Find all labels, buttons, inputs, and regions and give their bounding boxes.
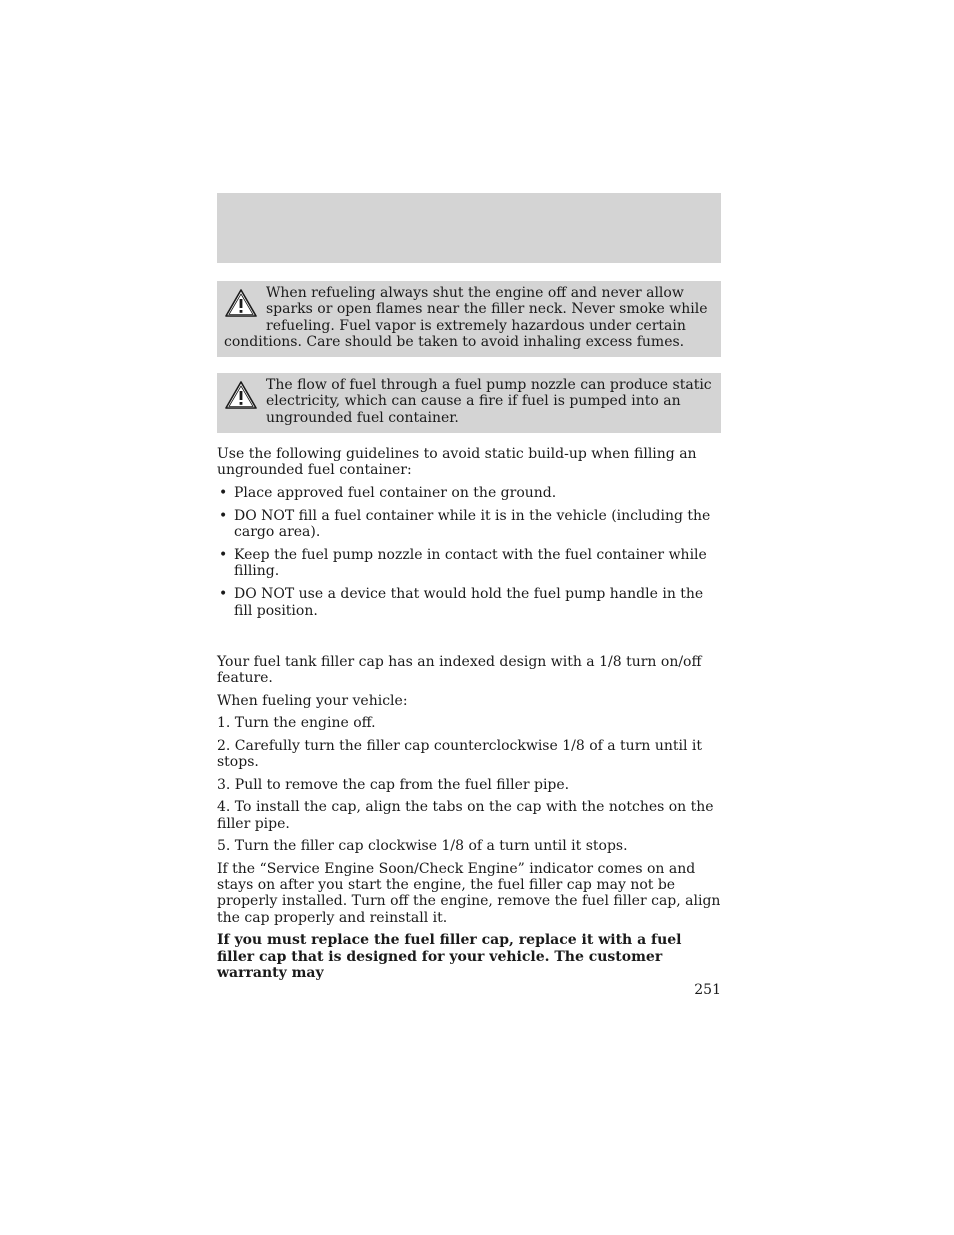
warning-triangle-icon — [224, 380, 258, 410]
replacement-cap-note: If you must replace the fuel filler cap, replace it with a fuel filler cap that is designed for your vehicle. The customer warranty may — [217, 932, 682, 981]
page-number: 251 — [694, 982, 721, 998]
bullet-glyph: • — [219, 507, 228, 524]
warning-text: When refueling always shut the engine off and never allow sparks or open flames near the filler neck. Never smoke while refueling. Fuel vapor is extremely hazardous under certain conditions. Care should be taken to avoid inhaling excess fumes. — [224, 285, 708, 350]
section-header-band — [217, 193, 721, 263]
step-item: 5. Turn the filler cap clockwise 1/8 of a turn until it stops. — [217, 838, 628, 855]
indicator-paragraph: If the “Service Engine Soon/Check Engine” indicator comes on and stays on after you start the engine, the fuel filler cap may not be properly installed. Turn off the engine, remove the fuel filler cap, align the cap properly and reinstall it. — [217, 860, 721, 926]
warning-triangle-icon — [224, 288, 258, 318]
filler-cap-intro: Your fuel tank filler cap has an indexed design with a 1/8 turn on/off feature. — [217, 653, 702, 687]
bullet-glyph: • — [219, 484, 228, 501]
step-item: 2. Carefully turn the filler cap counterclockwise 1/8 of a turn until it stops. — [217, 737, 703, 771]
list-item: • DO NOT fill a fuel container while it is in the vehicle (including the cargo area). — [219, 507, 711, 540]
step-item: 1. Turn the engine off. — [217, 715, 376, 732]
bullet-glyph: • — [219, 586, 228, 603]
bullet-glyph: • — [219, 546, 228, 563]
when-fueling-label: When fueling your vehicle: — [217, 692, 408, 709]
step-item: 4. To install the cap, align the tabs on the cap with the notches on the filler pipe. — [217, 799, 714, 832]
static-guidelines-intro: Use the following guidelines to avoid static build-up when filling an ungrounded fuel container: — [217, 446, 697, 479]
warning-text: The flow of fuel through a fuel pump nozzle can produce static electricity, which can cause a fire if fuel is pumped into an ungrounded fuel container. — [266, 377, 712, 426]
list-item: • Place approved fuel container on the ground. — [219, 484, 557, 501]
static-guidelines-list — [217, 485, 721, 619]
step-item: 3. Pull to remove the cap from the fuel filler pipe. — [217, 776, 570, 793]
list-item: • Keep the fuel pump nozzle in contact with the fuel container while filling. — [219, 546, 707, 580]
manual-page — [217, 193, 721, 981]
warning-box-static — [217, 373, 721, 433]
warning-box-refueling — [217, 281, 721, 357]
list-item: • DO NOT use a device that would hold the fuel pump handle in the fill position. — [219, 586, 704, 619]
